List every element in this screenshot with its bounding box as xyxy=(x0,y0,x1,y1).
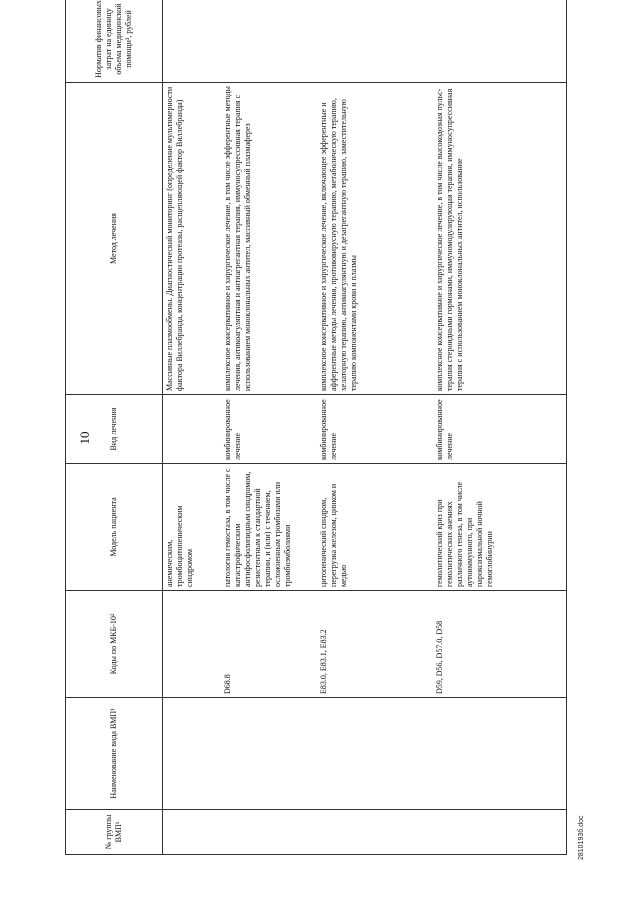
table-row xyxy=(433,0,567,855)
header-group-number: № группы ВМП¹ xyxy=(66,810,163,855)
table-row xyxy=(221,0,317,855)
cell-group-number xyxy=(317,810,433,855)
cell-icd-codes: D68.8 xyxy=(221,591,317,698)
vmp-table xyxy=(65,0,567,855)
table-row xyxy=(163,0,221,855)
page-number: 10 xyxy=(77,431,92,445)
cell-patient-model: гемолитический криз при гемолитических анемиях различного генеза, в том числе аутоиммунного, при пароксизмальной ночной гемоглобинурии xyxy=(433,464,567,591)
cell-icd-codes: E83.0, E83.1, E83.2 xyxy=(317,591,433,698)
header-cost-norm: Норматив финансовых затрат на единицу объема медицинской помощи³, рублей xyxy=(66,0,163,83)
header-treatment-method: Метод лечения xyxy=(66,83,163,395)
header-patient-model: Модель пациента xyxy=(66,464,163,591)
cell-treatment-kind: комбинированное лечение xyxy=(221,395,317,464)
cell-cost-norm xyxy=(163,0,221,83)
cell-vmp-name xyxy=(433,698,567,810)
cell-patient-model: анемическим, тромбоцитопеническим синдромом xyxy=(163,464,221,591)
cell-treatment-kind xyxy=(163,395,221,464)
cell-patient-model: цитопенический синдром, перегрузка железом, цинком и медью xyxy=(317,464,433,591)
table-row xyxy=(317,0,433,855)
table-header-row xyxy=(66,0,163,855)
footer-file-code: 2810193б.doc xyxy=(578,815,585,860)
cell-treatment-kind: комбинированное лечение xyxy=(433,395,567,464)
cell-cost-norm xyxy=(433,0,567,83)
cell-icd-codes xyxy=(163,591,221,698)
cell-patient-model: патология гемостаза, в том числе с катастрофическим антифосфолипидным синдромом, резистентным к стандартной терапии, и (или) с течением, осложненным тромбозами или тромбоэмболиями xyxy=(221,464,317,591)
cell-group-number xyxy=(163,810,221,855)
cell-treatment-kind: комбинированное лечение xyxy=(317,395,433,464)
cell-treatment-method: комплексное консервативное и хирургическое лечение, включающее эфферентные и афферентные методы лечения, противовирусную терапию, метаболическую терапию, хелаторную терапию, антикоагулянтную и дезагрегантную терапию, заместительную терапию компонентами крови и плазмы xyxy=(317,83,433,395)
cell-vmp-name xyxy=(317,698,433,810)
cell-vmp-name xyxy=(221,698,317,810)
header-vmp-name: Наименование вида ВМП¹ xyxy=(66,698,163,810)
cell-treatment-method: комплексное консервативное и хирургическое лечение, в том числе высокодозная пульс-терапия стероидными гормонами, иммуномодулирующая терапия, иммуносупрессивная терапия с использованием моноклональных антител, использование xyxy=(433,83,567,395)
cell-icd-codes: D59, D56, D57.0, D58 xyxy=(433,591,567,698)
cell-cost-norm xyxy=(221,0,317,83)
rotated-table-sheet xyxy=(65,0,575,855)
cell-vmp-name xyxy=(163,698,221,810)
cell-treatment-method: Массивные плазмообмены. Диагностический мониторинг (определение мультимерности фактора Виллебранда, концентрации протеазы, расщепляющей фактор Виллебранда) xyxy=(163,83,221,395)
header-icd-codes: Коды по МКБ-10² xyxy=(66,591,163,698)
cell-group-number xyxy=(221,810,317,855)
cell-group-number xyxy=(433,810,567,855)
cell-treatment-method: комплексное консервативное и хирургическое лечение, в том числе эфферентные методы лечения, антикоагулянтная и антиагрегантная терапия, иммуносупрессивная терапия с использованием моноклональных антител, массивный обменный плазмаферез xyxy=(221,83,317,395)
cell-cost-norm xyxy=(317,0,433,83)
header-treatment-kind: Вид лечения xyxy=(66,395,163,464)
